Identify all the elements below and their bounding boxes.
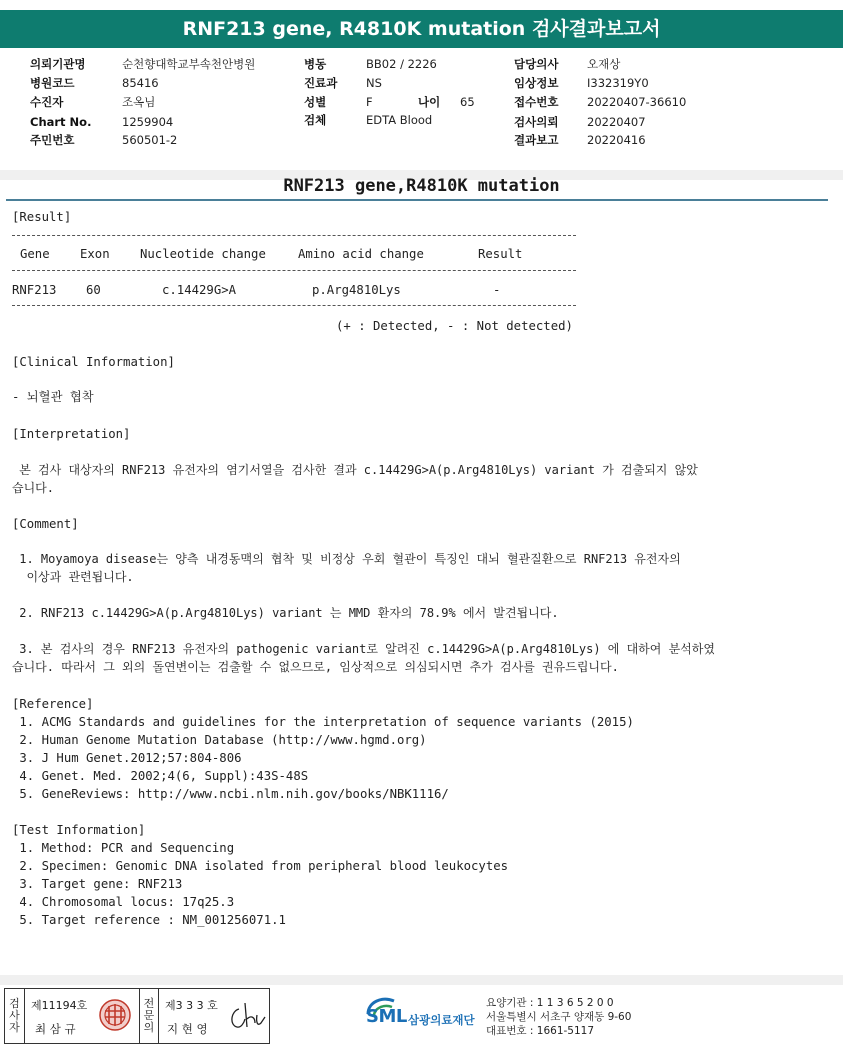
cell-result: - xyxy=(493,283,501,297)
chart-value: 1259904 xyxy=(122,115,174,129)
report-title: RNF213 gene,R4810K mutation xyxy=(283,176,560,196)
examiner-seal-icon xyxy=(97,997,133,1033)
signature-icon xyxy=(225,999,267,1035)
report-date-label: 결과보고 xyxy=(514,133,559,147)
patient-info-panel xyxy=(0,48,843,170)
institution-label: 의뢰기관명 xyxy=(30,57,86,71)
institution-value: 순천향대학교부속천안병원 xyxy=(122,57,256,71)
specialist-label: 전 문 의 xyxy=(139,989,159,1043)
info-row xyxy=(0,93,843,111)
cell-nucleotide: c.14429G>A xyxy=(162,283,237,297)
lab-contact-info xyxy=(486,996,631,1038)
reception-label: 접수번호 xyxy=(514,95,559,109)
specimen-label: 검체 xyxy=(304,113,327,127)
cell-amino-acid: p.Arg4810Lys xyxy=(312,283,401,297)
ward-label: 병동 xyxy=(304,57,327,71)
test-info-item: 4. Chromosomal locus: 17q25.3 xyxy=(12,895,235,909)
patient-label: 수진자 xyxy=(30,95,64,109)
interpretation-heading: [Interpretation] xyxy=(12,427,131,441)
comment-line: 3. 본 검사의 경우 RNF213 유전자의 pathogenic variant로 알려진 c.14429G>A(p.Arg4810Lys) 에 대하여 분석하였 xyxy=(12,642,715,656)
chart-label: Chart No. xyxy=(30,115,92,129)
info-row xyxy=(0,113,843,131)
foundation-name: 삼광의료재단 xyxy=(408,1013,475,1027)
report-date-value: 20220416 xyxy=(587,133,646,147)
report-header-title: RNF213 gene, R4810K mutation 검사결과보고서 xyxy=(0,10,843,48)
request-label: 검사의뢰 xyxy=(514,115,559,129)
sex-value: F xyxy=(366,95,373,109)
request-value: 20220407 xyxy=(587,115,646,129)
examiner-label: 검 사 자 xyxy=(5,989,25,1043)
sml-logo-text: SML xyxy=(366,1006,407,1027)
top-strip xyxy=(0,0,843,10)
comment-line: 습니다. 따라서 그 외의 돌연변이는 검출할 수 없으므로, 임상적으로 의심되시면 추가 검사를 권유드립니다. xyxy=(12,660,619,674)
test-info-item: 5. Target reference : NM_001256071.1 xyxy=(12,913,286,927)
age-label: 나이 xyxy=(418,95,441,109)
examiner-license: 제11194호 xyxy=(31,999,88,1012)
signature-stamp xyxy=(4,988,270,1044)
sml-logo xyxy=(362,994,475,1038)
id-label: 주민번호 xyxy=(30,133,75,147)
interpretation-line: 본 검사 대상자의 RNF213 유전자의 염기서열을 검사한 결과 c.14429G>A(p.Arg4810Lys) variant 가 검출되지 않았 xyxy=(12,463,698,477)
info-row xyxy=(0,131,843,149)
comment-line: 이상과 관련됩니다. xyxy=(12,570,134,584)
result-legend: (+ : Detected, - : Not detected) xyxy=(336,319,573,333)
reference-item: 1. ACMG Standards and guidelines for the interpretation of sequence variants (2015) xyxy=(12,715,634,729)
clinical-text: - 뇌혈관 협착 xyxy=(12,390,94,404)
reference-item: 2. Human Genome Mutation Database (http://www.hgmd.org) xyxy=(12,733,427,747)
info-row xyxy=(0,55,843,73)
clinical-info-value: I332319Y0 xyxy=(587,76,649,90)
interpretation-line: 습니다. xyxy=(12,481,55,495)
institution-number: 요양기관 : 1 1 3 6 5 2 0 0 xyxy=(486,997,614,1009)
table-top-rule xyxy=(12,235,576,236)
dept-value: NS xyxy=(366,76,382,90)
info-row xyxy=(0,74,843,92)
test-info-item: 2. Specimen: Genomic DNA isolated from peripheral blood leukocytes xyxy=(12,859,509,873)
col-nucleotide: Nucleotide change xyxy=(140,247,266,261)
lab-address: 서울특별시 서초구 양재동 9-60 xyxy=(486,1011,632,1023)
ward-value: BB02 / 2226 xyxy=(366,57,437,71)
test-info-item: 1. Method: PCR and Sequencing xyxy=(12,841,235,855)
comment-line: 2. RNF213 c.14429G>A(p.Arg4810Lys) variant 는 MMD 환자의 78.9% 에서 발견됩니다. xyxy=(12,606,559,620)
hospital-code-value: 85416 xyxy=(122,76,159,90)
reference-item: 5. GeneReviews: http://www.ncbi.nlm.nih.gov/books/NBK1116/ xyxy=(12,787,449,801)
title-underline xyxy=(6,199,828,201)
lab-phone: 대표번호 : 1661-5117 xyxy=(486,1025,595,1037)
specimen-value: EDTA Blood xyxy=(366,113,433,127)
reference-heading: [Reference] xyxy=(12,697,94,711)
specialist-license: 제3 3 3 호 xyxy=(165,999,218,1012)
clinical-info-label: 임상정보 xyxy=(514,76,559,90)
id-value: 560501-2 xyxy=(122,133,178,147)
test-info-heading: [Test Information] xyxy=(12,823,146,837)
sex-label: 성별 xyxy=(304,95,327,109)
col-exon: Exon xyxy=(80,247,110,261)
hospital-code-label: 병원코드 xyxy=(30,76,75,90)
table-bottom-rule xyxy=(12,305,576,306)
reference-item: 4. Genet. Med. 2002;4(6, Suppl):43S-48S xyxy=(12,769,309,783)
doctor-value: 오재상 xyxy=(587,57,621,71)
specialist-name: 지 현 영 xyxy=(167,1022,208,1036)
cell-gene: RNF213 xyxy=(12,283,57,297)
examiner-name: 최 삼 규 xyxy=(35,1022,76,1036)
comment-heading: [Comment] xyxy=(12,517,79,531)
col-result: Result xyxy=(478,247,523,261)
col-amino-acid: Amino acid change xyxy=(298,247,424,261)
test-info-item: 3. Target gene: RNF213 xyxy=(12,877,183,891)
comment-line: 1. Moyamoya disease는 양측 내경동맥의 협착 및 비정상 우회 혈관이 특징인 대뇌 혈관질환으로 RNF213 유전자의 xyxy=(12,552,681,566)
patient-value: 조옥님 xyxy=(122,95,156,109)
col-gene: Gene xyxy=(20,247,50,261)
dept-label: 진료과 xyxy=(304,76,338,90)
clinical-heading: [Clinical Information] xyxy=(12,355,175,369)
table-header-rule xyxy=(12,270,576,271)
reception-value: 20220407-36610 xyxy=(587,95,687,109)
doctor-label: 담당의사 xyxy=(514,57,559,71)
age-value: 65 xyxy=(460,95,475,109)
reference-item: 3. J Hum Genet.2012;57:804-806 xyxy=(12,751,242,765)
footer-separator xyxy=(0,975,843,985)
cell-exon: 60 xyxy=(86,283,101,297)
result-heading: [Result] xyxy=(12,210,72,224)
